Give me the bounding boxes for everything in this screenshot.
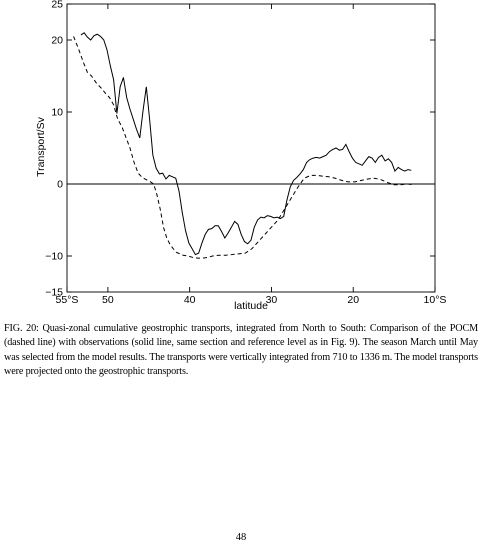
page-number: 48 [235, 532, 247, 543]
x-axis-label: latitude [234, 300, 268, 310]
x-axis-ticks [56, 4, 447, 306]
x-tick-label: 20 [347, 294, 360, 306]
y-axis-label: Transport/Sv [35, 117, 47, 177]
y-tick-label: 25 [51, 0, 63, 11]
series-observations-solid-line [81, 33, 411, 255]
y-tick-label: 10 [51, 106, 63, 119]
x-tick-label: 10°S [423, 294, 447, 306]
y-tick-label: −10 [45, 250, 63, 263]
y-tick-label: 20 [51, 34, 63, 47]
x-tick-label: 55°S [55, 294, 79, 306]
x-tick-label: 40 [183, 294, 196, 306]
y-tick-label: −15 [45, 286, 63, 299]
y-tick-label: 0 [57, 178, 63, 191]
x-tick-label: 50 [102, 294, 114, 306]
x-tick-label: 30 [265, 294, 278, 306]
series-pocm-dashed-line [74, 36, 414, 258]
figure-caption: FIG. 20: Quasi-zonal cumulative geostrophic transports, integrated from North to South: Comparison of the POCM (dashed line) with observations (solid line, same section and reference level as in Fig. 9). The season March until May was selected from the model results. The transports were vertically integrated from 710 to 1336 m. The model transports were projected onto the geostrophic transports. [4, 323, 478, 377]
